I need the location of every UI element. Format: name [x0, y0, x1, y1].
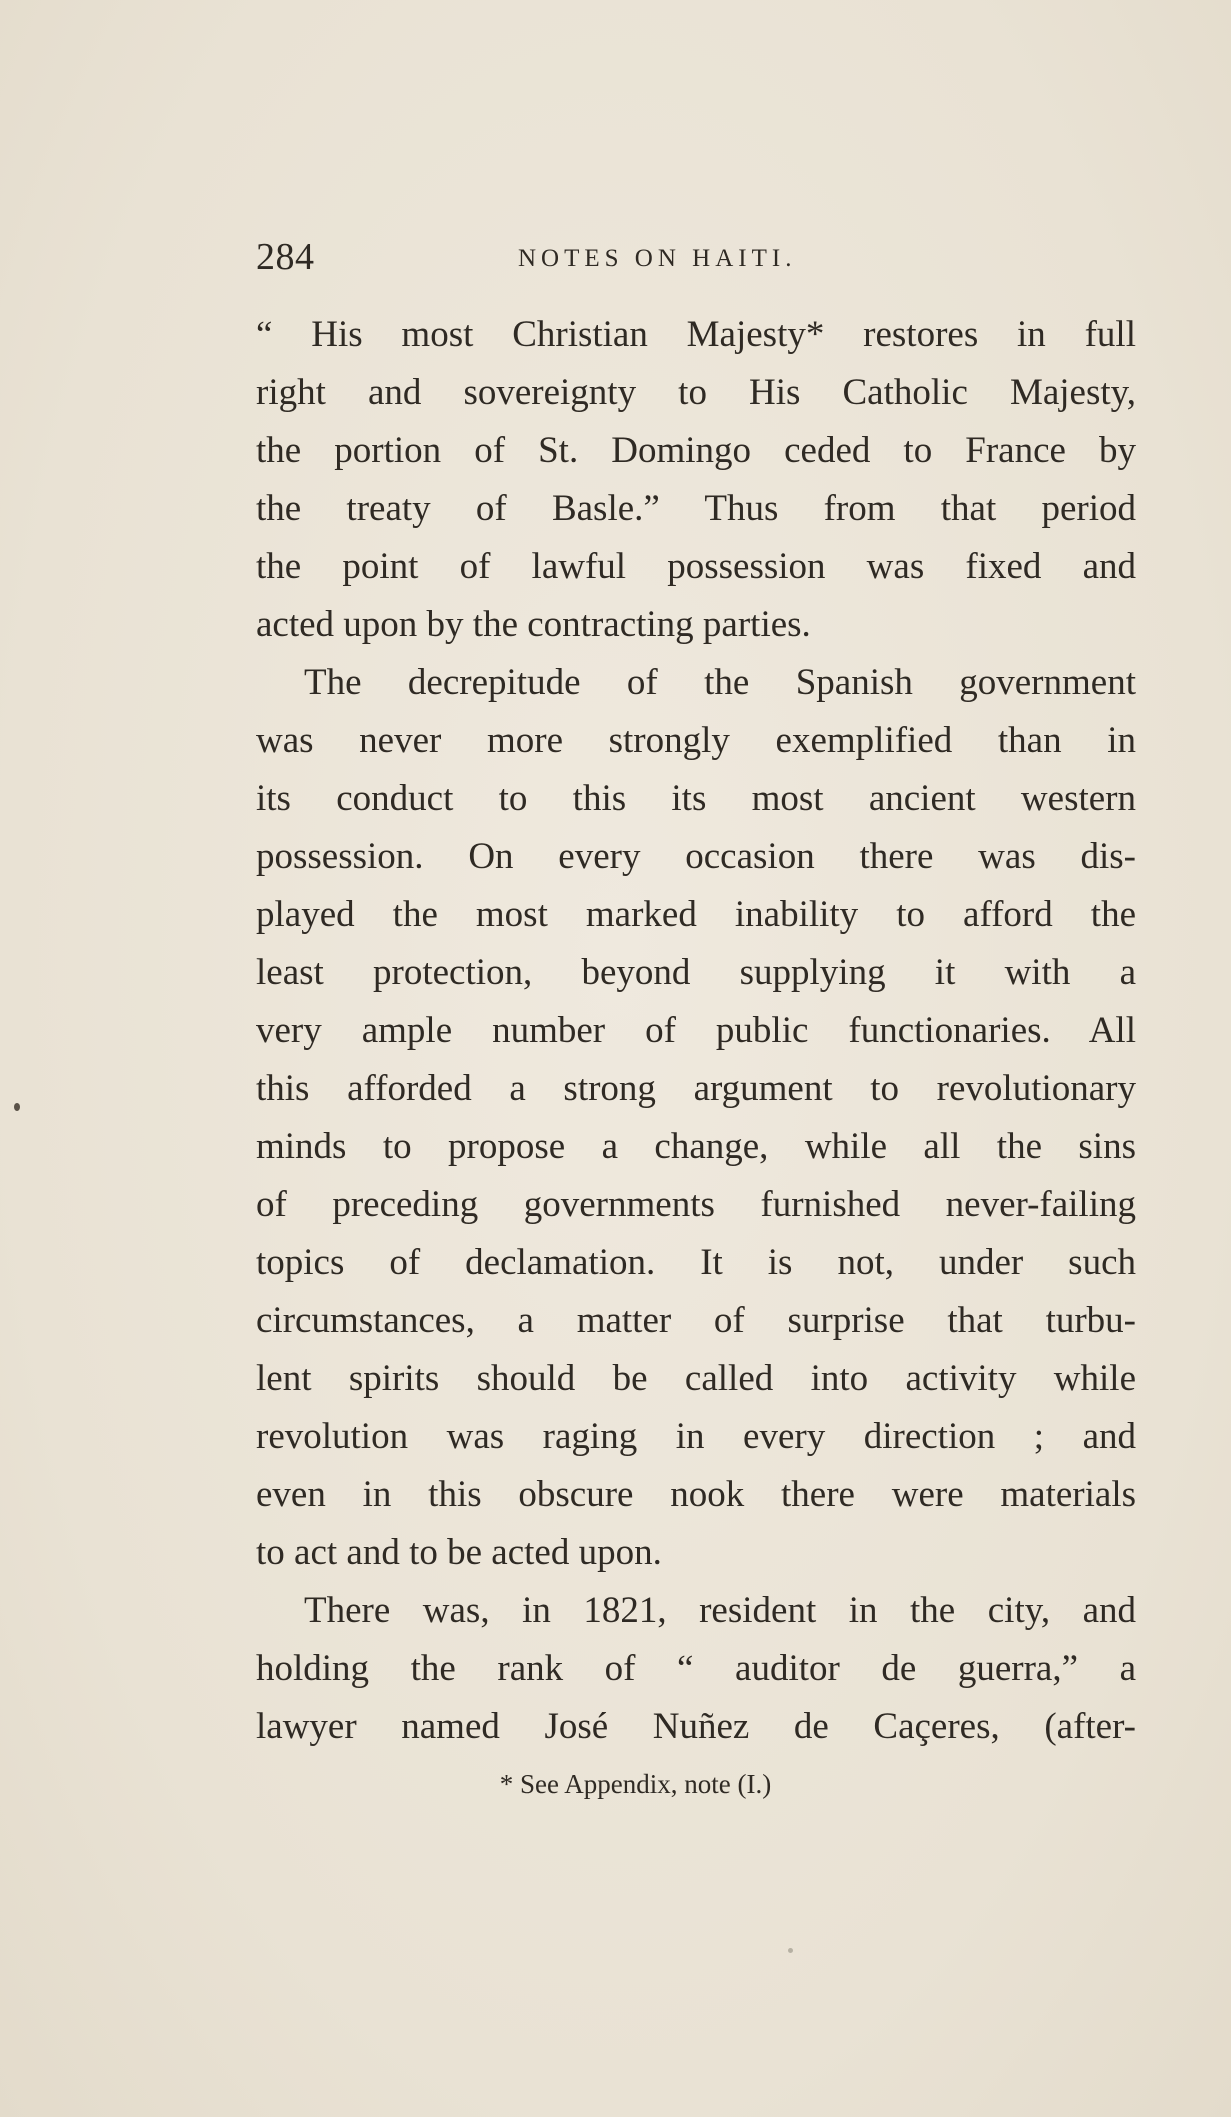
text-line: revolution was raging in every direction ; and [256, 1416, 1136, 1457]
page-number: 284 [256, 236, 315, 278]
text-line: possession. On every occasion there was dis- [256, 836, 1136, 877]
text-line: very ample number of public functionaries. All [256, 1010, 1136, 1051]
text-line: right and sovereignty to His Catholic Majesty, [256, 372, 1136, 413]
text-line: lawyer named José Nuñez de Caçeres, (after- [256, 1706, 1136, 1747]
paragraph [256, 654, 1136, 1582]
text-line: was never more strongly exemplified than in [256, 720, 1136, 761]
text-line: its conduct to this its most ancient western [256, 778, 1136, 819]
text-line: “ His most Christian Majesty* restores in full [256, 314, 1136, 355]
paper-speck [14, 1103, 20, 1111]
text-line: played the most marked inability to afford the [256, 894, 1136, 935]
body-text [256, 306, 1136, 1756]
page-header [256, 232, 1136, 282]
text-line: circumstances, a matter of surprise that turbu- [256, 1300, 1136, 1341]
paper-speck [788, 1948, 793, 1953]
text-line: lent spirits should be called into activity while [256, 1358, 1136, 1399]
footnote: * See Appendix, note (I.) [499, 1769, 772, 1799]
text-line: to act and to be acted upon. [256, 1532, 662, 1573]
text-line: There was, in 1821, resident in the city, and [304, 1590, 1136, 1631]
text-line: even in this obscure nook there were materials [256, 1474, 1136, 1515]
text-line: the point of lawful possession was fixed and [256, 546, 1136, 587]
text-line: of preceding governments furnished never-failing [256, 1184, 1136, 1225]
text-line: minds to propose a change, while all the sins [256, 1126, 1136, 1167]
paragraph [256, 306, 1136, 654]
text-line: the treaty of Basle.” Thus from that period [256, 488, 1136, 529]
text-line: acted upon by the contracting parties. [256, 604, 811, 645]
text-line: this afforded a strong argument to revolutionary [256, 1068, 1136, 1109]
text-line: holding the rank of “ auditor de guerra,” a [256, 1648, 1136, 1689]
text-line: topics of declamation. It is not, under such [256, 1242, 1136, 1283]
text-line: The decrepitude of the Spanish government [304, 662, 1136, 703]
paragraph [256, 1582, 1136, 1756]
running-title: NOTES ON HAITI. [518, 245, 797, 272]
text-line: least protection, beyond supplying it with a [256, 952, 1136, 993]
text-line: the portion of St. Domingo ceded to France by [256, 430, 1136, 471]
